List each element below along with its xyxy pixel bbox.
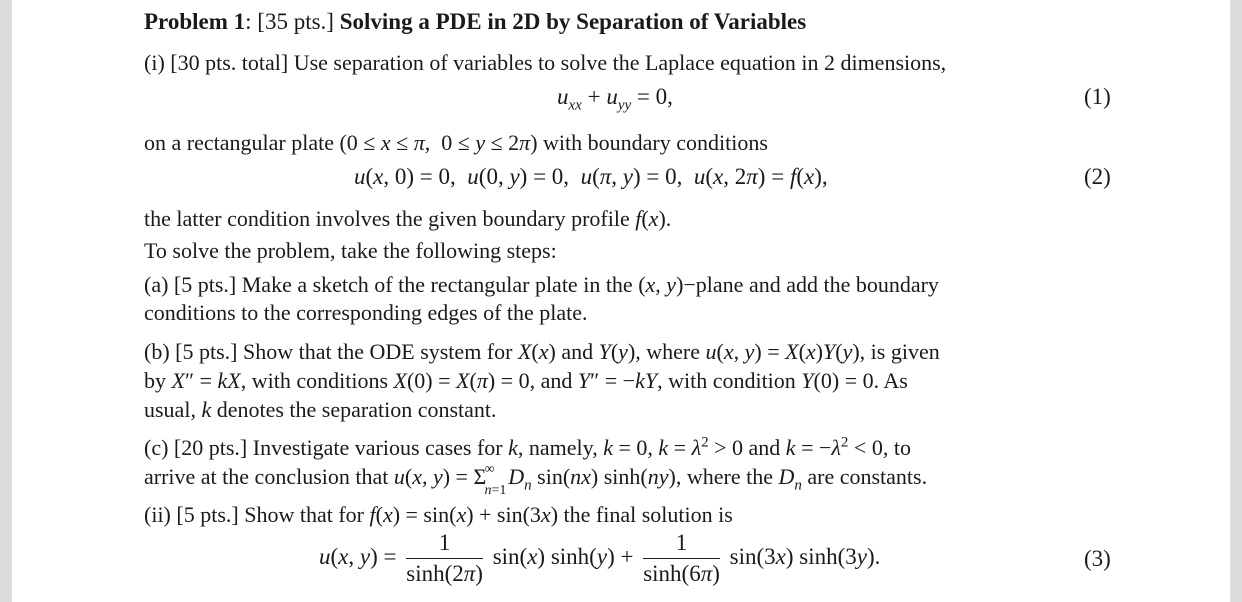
part-i-intro-text: Use separation of variables to solve the Laplace equation in 2 dimensions, bbox=[293, 50, 947, 75]
part-b-text-6: with conditions bbox=[251, 368, 389, 393]
part-i-points: [30 pts. total] bbox=[170, 50, 289, 75]
part-b-label: (b) bbox=[144, 339, 170, 364]
part-a-label: (a) bbox=[144, 272, 169, 297]
bc-text: with boundary conditions bbox=[543, 130, 768, 155]
equation-2: u(x, 0) = 0, u(0, y) = 0, u(π, y) = 0, u(x, 2π) = f(x), bbox=[354, 164, 828, 189]
part-c-text-7: are constants. bbox=[807, 464, 928, 489]
part-a-text-1: Make a sketch of the rectangular plate in the bbox=[241, 272, 633, 297]
equation-3: u(x, y) = $\frac{1}{\sinh(2\pi)}$ sin(x) sinh(y) + $\frac{1}{\sinh(6\pi)}$ sin(3x) sinh(3y). bbox=[319, 530, 881, 586]
part-a-line-1: (a) [5 pts.] Make a sketch of the rectangular plate in the (x, y)−plane and add the boundary bbox=[144, 272, 939, 297]
part-c-points: [20 pts.] bbox=[173, 435, 248, 460]
part-ii-line: (ii) [5 pts.] Show that for f(x) = sin(x) + sin(3x) the final solution is bbox=[144, 502, 733, 527]
problem-points: [35 pts.] bbox=[257, 9, 334, 34]
part-b-text-1: Show that the ODE system for bbox=[242, 339, 513, 364]
document-page bbox=[12, 0, 1230, 602]
part-b-text-11: denotes the separation constant. bbox=[216, 397, 497, 422]
part-ii-label: (ii) bbox=[144, 502, 171, 527]
latter-text: the latter condition involves the given boundary profile bbox=[144, 206, 630, 231]
equation-1: $u_{xx} + u_{yy} = 0$, bbox=[557, 84, 673, 114]
part-b-text-4: is given bbox=[870, 339, 940, 364]
part-c-text-5: arrive at the conclusion that bbox=[144, 464, 389, 489]
equation-number-2: (2) bbox=[1084, 164, 1111, 189]
part-c-line-2: arrive at the conclusion that u(x, y) = Σ ∞ n=1 $D_n$ sin(nx) sinh(ny), where the $D_n$ are constants. bbox=[144, 462, 928, 498]
part-c-line-1: (c) [20 pts.] Investigate various cases for k, namely, k = 0, $k = \lambda^2 > 0$ and $k = -\lambda^2 < 0$, to bbox=[144, 434, 911, 460]
part-i-intro bbox=[144, 49, 1114, 77]
latter-condition-line: the latter condition involves the given boundary profile f(x). bbox=[144, 206, 672, 231]
part-c-text-6: where the bbox=[686, 464, 773, 489]
part-a-points: [5 pts.] bbox=[173, 272, 237, 297]
steps-line: To solve the problem, take the following steps: bbox=[144, 238, 557, 263]
part-b-text-5: by bbox=[144, 368, 166, 393]
part-b-line-3: usual, k denotes the separation constant. bbox=[144, 397, 497, 422]
problem-label: Problem 1 bbox=[144, 9, 246, 34]
part-i-label: (i) bbox=[144, 50, 165, 75]
summation-symbol: Σ ∞ n=1 bbox=[473, 462, 507, 498]
equation-number-3: (3) bbox=[1084, 546, 1111, 571]
fraction-1: $\frac{1}{\sinh(2\pi)}$ bbox=[406, 530, 483, 586]
part-c-text-3: and bbox=[748, 435, 781, 460]
part-c-text-2: namely, bbox=[528, 435, 598, 460]
part-b-text-9: As bbox=[883, 368, 908, 393]
part-c-label: (c) bbox=[144, 435, 169, 460]
part-b-text-3: where bbox=[646, 339, 701, 364]
domain-line: on a rectangular plate (0 ≤ x ≤ π, 0 ≤ y ≤ 2π) with boundary conditions bbox=[144, 130, 768, 155]
part-b-text-7: and bbox=[540, 368, 573, 393]
domain-text: on a rectangular plate bbox=[144, 130, 334, 155]
part-b-line-1: (b) [5 pts.] Show that the ODE system for X(x) and Y(y), where u(x, y) = X(x)Y(y), is given bbox=[144, 339, 940, 364]
part-b-points: [5 pts.] bbox=[175, 339, 238, 364]
fraction-2: $\frac{1}{\sinh(6\pi)}$ bbox=[643, 530, 720, 586]
part-a-line-2: conditions to the corresponding edges of the plate. bbox=[144, 300, 588, 325]
part-c-text-1: Investigate various cases for bbox=[252, 435, 503, 460]
part-b-text-2: and bbox=[561, 339, 594, 364]
part-b-line-2: by X″ = kX, with conditions X(0) = X(π) = 0, and Y″ = −kY, with condition Y(0) = 0. As bbox=[144, 368, 908, 393]
part-c-text-4: to bbox=[893, 435, 911, 460]
part-b-text-8: with condition bbox=[668, 368, 796, 393]
part-ii-text-2: the final solution is bbox=[563, 502, 733, 527]
problem-heading: Problem 1: [35 pts.] Solving a PDE in 2D by Separation of Variables bbox=[144, 9, 807, 34]
problem-title: Solving a PDE in 2D by Separation of Variables bbox=[339, 9, 807, 34]
part-ii-text-1: Show that for bbox=[244, 502, 364, 527]
part-b-text-10: usual, bbox=[144, 397, 196, 422]
part-a-text-2: plane and add the boundary bbox=[695, 272, 939, 297]
part-ii-points: [5 pts.] bbox=[176, 502, 239, 527]
equation-number-1: (1) bbox=[1084, 84, 1111, 109]
